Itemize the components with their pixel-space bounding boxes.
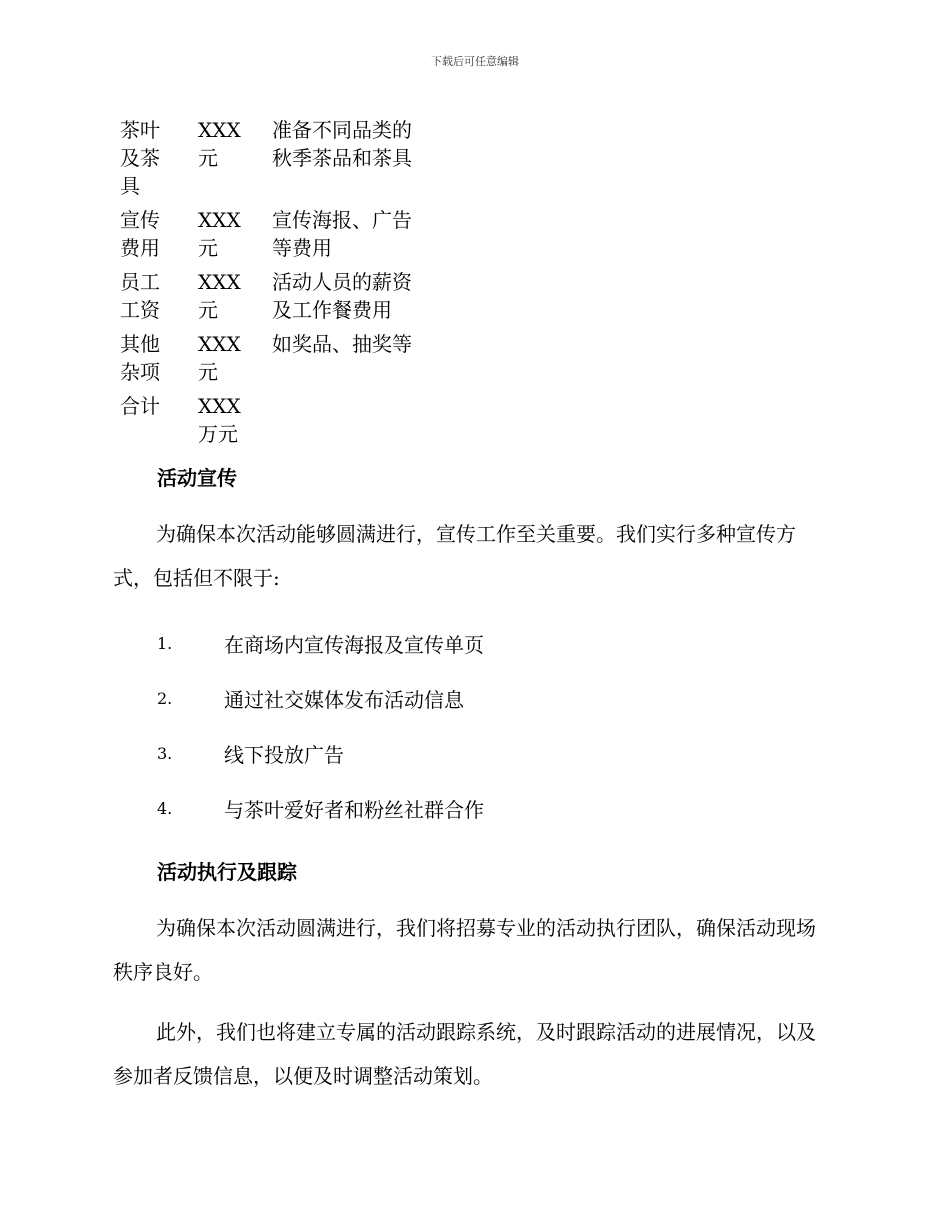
document-body [113,460,833,1114]
table-row [120,392,424,454]
budget-amount: XXX万元 [198,394,241,446]
budget-table [120,116,424,454]
list-text: 与茶叶爱好者和粉丝社群合作 [224,798,484,822]
budget-amount: XXX元 [198,270,241,322]
page-header: 下载后可任意编辑 [431,55,519,68]
budget-note: 宣传海报、广告等费用 [272,208,412,260]
list-item [113,616,833,671]
budget-note: 准备不同品类的秋季茶品和茶具 [272,118,412,170]
table-row [120,116,424,206]
promotion-list [113,616,833,836]
list-number: 2. [157,689,173,708]
execution-paragraph-2: 此外，我们也将建立专属的活动跟踪系统，及时跟踪活动的进展情况，以及参加者反馈信息，以便及时调整活动策划。 [113,1020,816,1088]
table-row [120,268,424,330]
list-text: 线下投放广告 [224,743,344,767]
section-heading-promotion: 活动宣传 [157,466,237,490]
list-item [113,781,833,836]
budget-note: 活动人员的薪资及工作餐费用 [272,270,412,322]
budget-note: 如奖品、抽奖等 [272,332,412,356]
execution-paragraph-1: 为确保本次活动圆满进行，我们将招募专业的活动执行团队，确保活动现场秩序良好。 [113,916,816,984]
promotion-intro: 为确保本次活动能够圆满进行，宣传工作至关重要。我们实行多种宣传方式，包括但不限于: [113,522,796,590]
budget-item: 合计 [120,394,160,418]
budget-amount: XXX元 [198,208,241,260]
list-item [113,671,833,726]
list-text: 在商场内宣传海报及宣传单页 [224,633,484,657]
list-item [113,726,833,781]
list-number: 1. [157,634,173,653]
table-row [120,206,424,268]
list-text: 通过社交媒体发布活动信息 [224,688,464,712]
budget-item: 宣传费用 [120,208,160,260]
budget-amount: XXX元 [198,332,241,384]
list-number: 3. [157,744,173,763]
budget-item: 茶叶及茶具 [120,118,160,198]
section-heading-execution: 活动执行及跟踪 [157,860,297,884]
budget-amount: XXX元 [198,118,241,170]
table-row [120,330,424,392]
budget-note [272,392,424,454]
budget-item: 员工工资 [120,270,160,322]
budget-item: 其他杂项 [120,332,160,384]
list-number: 4. [157,799,173,818]
